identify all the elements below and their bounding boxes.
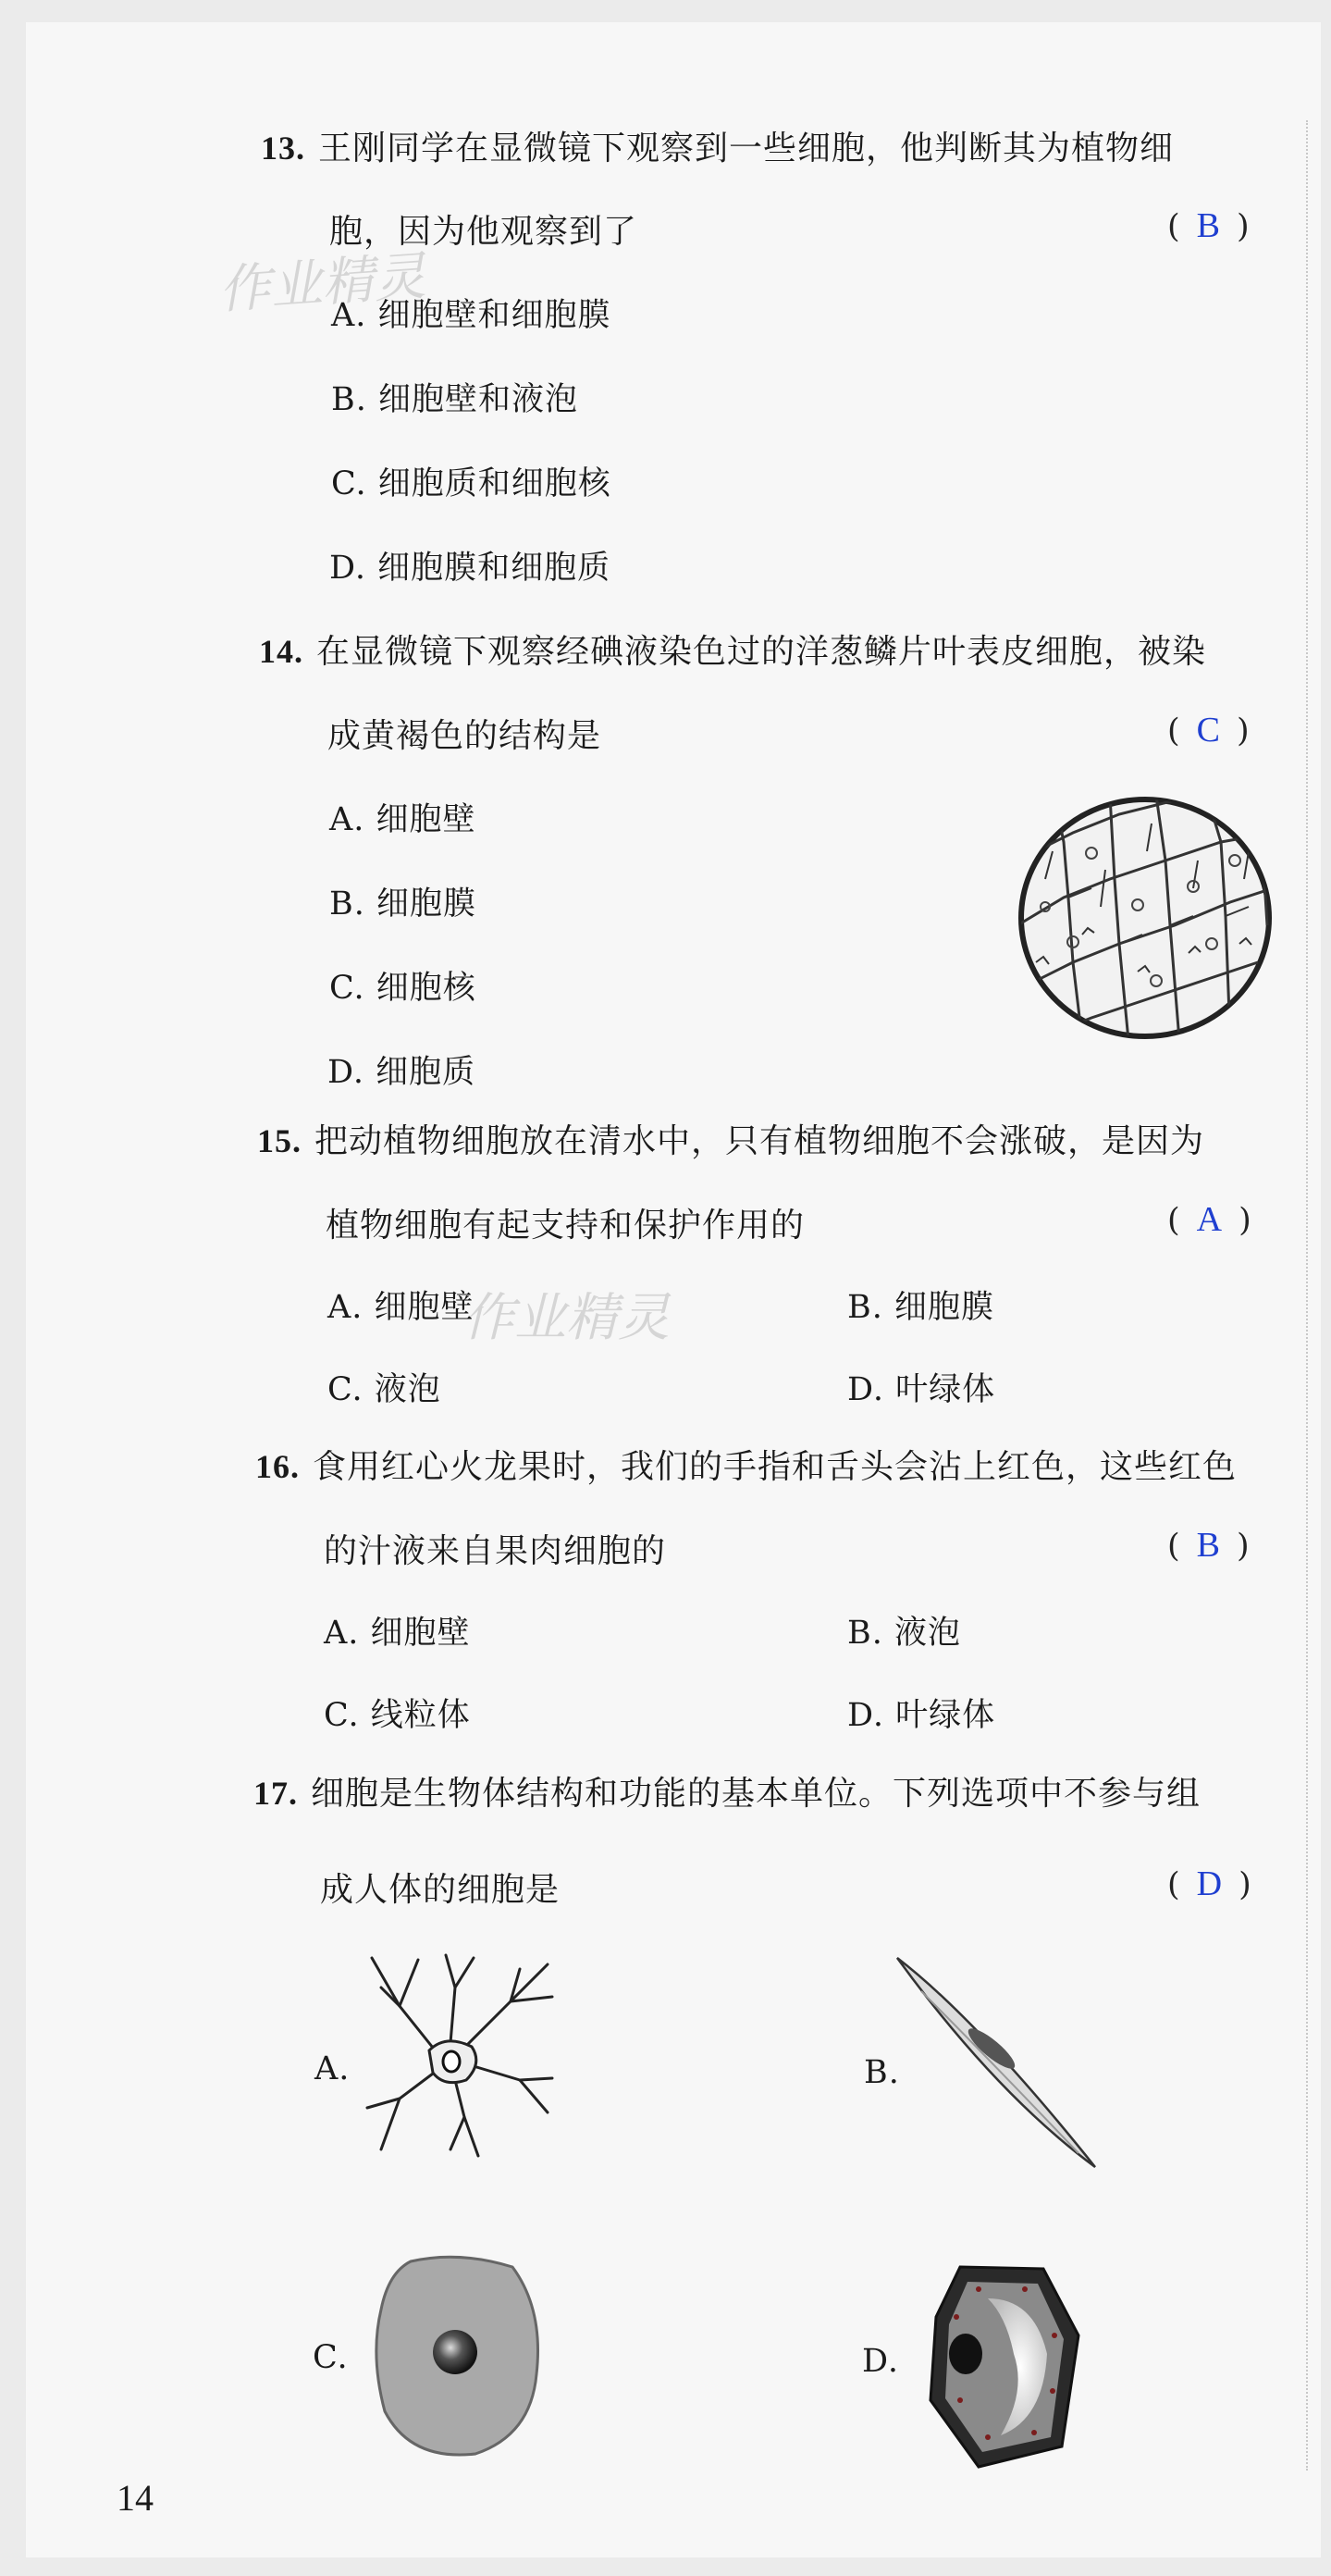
answer-bracket-15: ( A ): [1167, 1200, 1251, 1239]
question-14-line2: 成黄褐色的结构是: [327, 717, 602, 755]
question-17-line2: 成人体的细胞是: [320, 1871, 561, 1909]
human-cell-illustration: [374, 2254, 544, 2458]
question-number: 13.: [261, 130, 305, 167]
neuron-cell-illustration: [363, 1951, 559, 2160]
q13-option-a: A. 细胞壁和细胞膜: [331, 297, 611, 334]
q16-option-a: A. 细胞壁: [324, 1615, 471, 1652]
question-17-line1: 17. 细胞是生物体结构和功能的基本单位。下列选项中不参与组: [253, 1775, 1202, 1813]
answer-letter: B: [1196, 206, 1221, 245]
answer-letter: C: [1196, 711, 1221, 749]
answer-letter: B: [1196, 1526, 1221, 1565]
answer-bracket-17: ( D ): [1167, 1864, 1251, 1903]
page-edge-divider: [1306, 120, 1308, 2471]
question-number: 17.: [253, 1775, 298, 1812]
q13-option-c: C. 细胞质和细胞核: [331, 465, 611, 502]
onion-epidermis-micrograph: [1017, 796, 1273, 1040]
q16-option-d: D. 叶绿体: [847, 1697, 996, 1734]
question-13-line2: 胞，因为他观察到了: [329, 213, 638, 251]
q14-option-b: B. 细胞膜: [329, 886, 476, 923]
q16-option-c: C. 线粒体: [324, 1697, 471, 1734]
q17-option-a-label: A.: [314, 2050, 351, 2087]
q15-option-b: B. 细胞膜: [847, 1289, 994, 1326]
watermark: 作业精灵: [462, 1288, 670, 1348]
q15-option-c: C. 液泡: [327, 1371, 441, 1408]
q13-option-b: B. 细胞壁和液泡: [331, 381, 578, 418]
question-15-line2: 植物细胞有起支持和保护作用的: [326, 1207, 806, 1245]
page-number: 14: [117, 2477, 154, 2519]
watermark: 作业精灵: [216, 246, 428, 321]
q14-option-a: A. 细胞壁: [329, 801, 476, 838]
smooth-muscle-cell-illustration: [893, 1954, 1101, 2171]
workbook-page: [26, 22, 1321, 2557]
question-number: 16.: [255, 1448, 300, 1485]
question-16-line2: 的汁液来自果肉细胞的: [324, 1532, 667, 1570]
answer-bracket-14: ( C ): [1167, 711, 1250, 749]
question-number: 14.: [259, 633, 303, 670]
answer-letter: A: [1196, 1200, 1223, 1239]
q14-option-c: C. 细胞核: [329, 970, 476, 1007]
q16-option-b: B. 液泡: [847, 1615, 961, 1652]
plant-cell-illustration: [923, 2261, 1082, 2474]
question-16-line1: 16. 食用红心火龙果时，我们的手指和舌头会沾上红色，这些红色: [255, 1448, 1238, 1486]
q17-option-b-label: B.: [864, 2054, 900, 2091]
question-15-line1: 15. 把动植物细胞放在清水中，只有植物细胞不会涨破，是因为: [257, 1122, 1205, 1160]
q15-option-d: D. 叶绿体: [847, 1371, 996, 1408]
question-number: 15.: [257, 1122, 302, 1159]
q14-option-d: D. 细胞质: [327, 1054, 476, 1091]
question-13-line1: 13. 王刚同学在显微镜下观察到一些细胞，他判断其为植物细: [261, 130, 1175, 167]
q17-option-d-label: D.: [862, 2343, 899, 2380]
answer-bracket-16: ( B ): [1167, 1526, 1250, 1565]
q17-option-c-label: C.: [313, 2339, 349, 2376]
answer-bracket-13: ( B ): [1167, 206, 1250, 245]
answer-letter: D: [1196, 1864, 1223, 1903]
q15-option-a: A. 细胞壁: [327, 1289, 474, 1326]
q13-option-d: D. 细胞膜和细胞质: [329, 550, 611, 587]
question-14-line1: 14. 在显微镜下观察经碘液染色过的洋葱鳞片叶表皮细胞，被染: [259, 633, 1207, 671]
